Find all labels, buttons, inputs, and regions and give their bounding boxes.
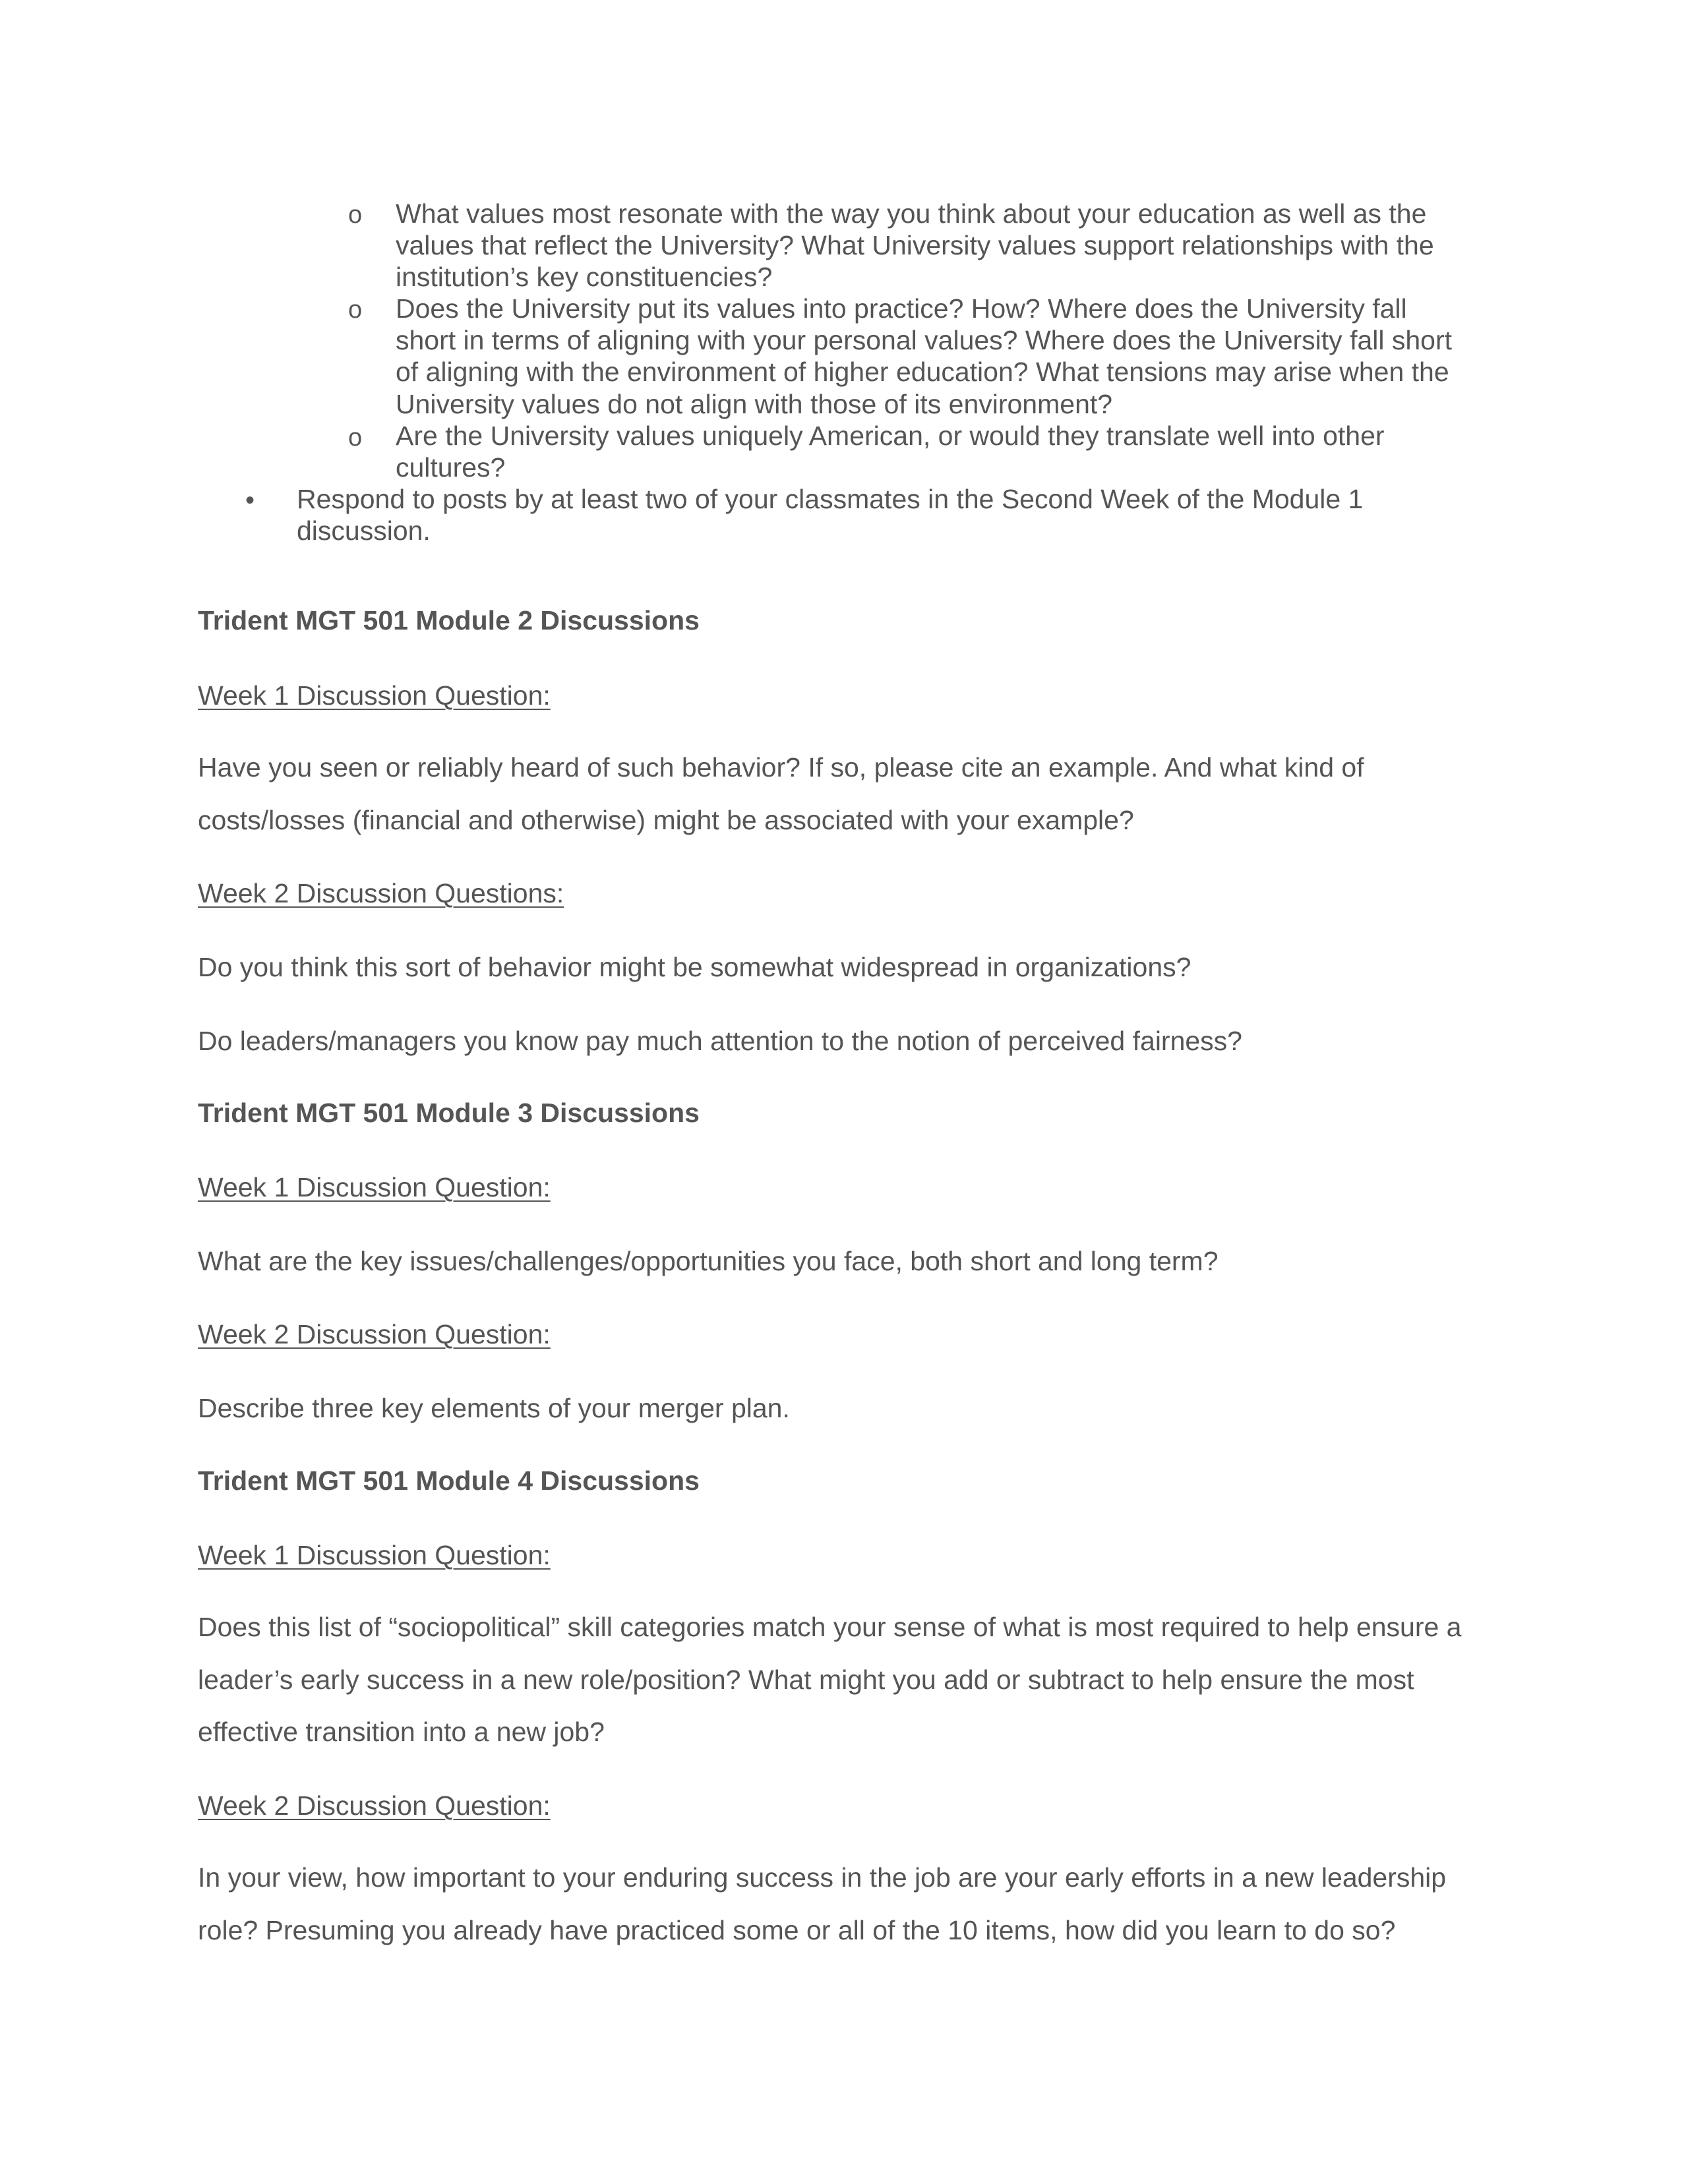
module-4-week-2-line-2: role? Presuming you already have practiced some or all of the 10 items, how did you learn to do so? xyxy=(198,1914,1396,1945)
module-4-heading: Trident MGT 501 Module 4 Discussions xyxy=(198,1465,700,1496)
module-2-week-1-line-2: costs/losses (financial and otherwise) might be associated with your example? xyxy=(198,804,1134,835)
sub-bullet-3-text xyxy=(396,420,1385,483)
module-2-week-1-line-1: Have you seen or reliably heard of such behavior? If so, please cite an example. And what kind of xyxy=(198,752,1364,782)
module-4-week-1-line-3: effective transition into a new job? xyxy=(198,1717,605,1747)
module-2-week-1-question xyxy=(198,742,1364,846)
module-4-week-2-line-1: In your view, how important to your enduring success in the job are your early efforts in a new leadership xyxy=(198,1862,1447,1893)
main-bullet-line-1: Respond to posts by at least two of your classmates in the Second Week of the Module 1 xyxy=(297,484,1364,514)
module-4-week-2-label: Week 2 Discussion Question: xyxy=(198,1790,551,1821)
module-3-week-1-question: What are the key issues/challenges/opportunities you face, both short and long term? xyxy=(198,1246,1219,1276)
module-2-week-2-question-2: Do leaders/managers you know pay much attention to the notion of perceived fairness? xyxy=(198,1026,1242,1056)
module-4-week-1-line-1: Does this list of “sociopolitical” skill categories match your sense of what is most required to help ensure a xyxy=(198,1612,1462,1642)
sub-bullet-2-line-3: of aligning with the environment of higher education? What tensions may arise when the xyxy=(396,357,1449,388)
sub-bullet-marker-3: o xyxy=(348,424,363,452)
sub-bullet-1-line-1: What values most resonate with the way you think about your education as well as the xyxy=(396,198,1427,229)
sub-bullet-3-line-2: cultures? xyxy=(396,452,506,483)
main-bullet-text xyxy=(297,483,1363,546)
module-4-week-1-line-2: leader’s early success in a new role/position? What might you add or subtract to help ensure the most xyxy=(198,1664,1414,1695)
module-2-week-1-label: Week 1 Discussion Question: xyxy=(198,680,551,711)
module-3-week-2-label: Week 2 Discussion Question: xyxy=(198,1319,551,1349)
sub-bullet-3-line-1: Are the University values uniquely American, or would they translate well into other xyxy=(396,421,1385,451)
module-4-week-1-label: Week 1 Discussion Question: xyxy=(198,1540,551,1570)
sub-bullet-2-line-1: Does the University put its values into practice? How? Where does the University fall xyxy=(396,293,1407,324)
module-3-heading: Trident MGT 501 Module 3 Discussions xyxy=(198,1098,700,1128)
sub-bullet-2-line-4: University values do not align with those of its environment? xyxy=(396,388,1113,419)
sub-bullet-2-line-2: short in terms of aligning with your personal values? Where does the University fall short xyxy=(396,325,1453,356)
module-3-week-1-label: Week 1 Discussion Question: xyxy=(198,1172,551,1202)
module-4-week-1-question xyxy=(198,1601,1461,1759)
module-2-heading: Trident MGT 501 Module 2 Discussions xyxy=(198,605,700,635)
module-3-week-2-question: Describe three key elements of your merger plan. xyxy=(198,1393,790,1423)
sub-bullet-marker-2: o xyxy=(348,296,363,324)
module-2-week-2-label: Week 2 Discussion Questions: xyxy=(198,878,564,908)
sub-bullet-1-line-3: institution’s key constituencies? xyxy=(396,262,773,293)
sub-bullet-marker-1: o xyxy=(348,201,363,229)
sub-bullet-2-text xyxy=(396,293,1452,420)
main-bullet-marker: • xyxy=(245,486,255,515)
sub-bullet-1-line-2: values that reflect the University? What University values support relationships with the xyxy=(396,230,1434,261)
module-4-week-2-question xyxy=(198,1852,1446,1957)
module-2-week-2-question-1: Do you think this sort of behavior might be somewhat widespread in organizations? xyxy=(198,952,1191,982)
sub-bullet-1-text xyxy=(396,198,1434,293)
main-bullet-line-2: discussion. xyxy=(297,516,431,546)
